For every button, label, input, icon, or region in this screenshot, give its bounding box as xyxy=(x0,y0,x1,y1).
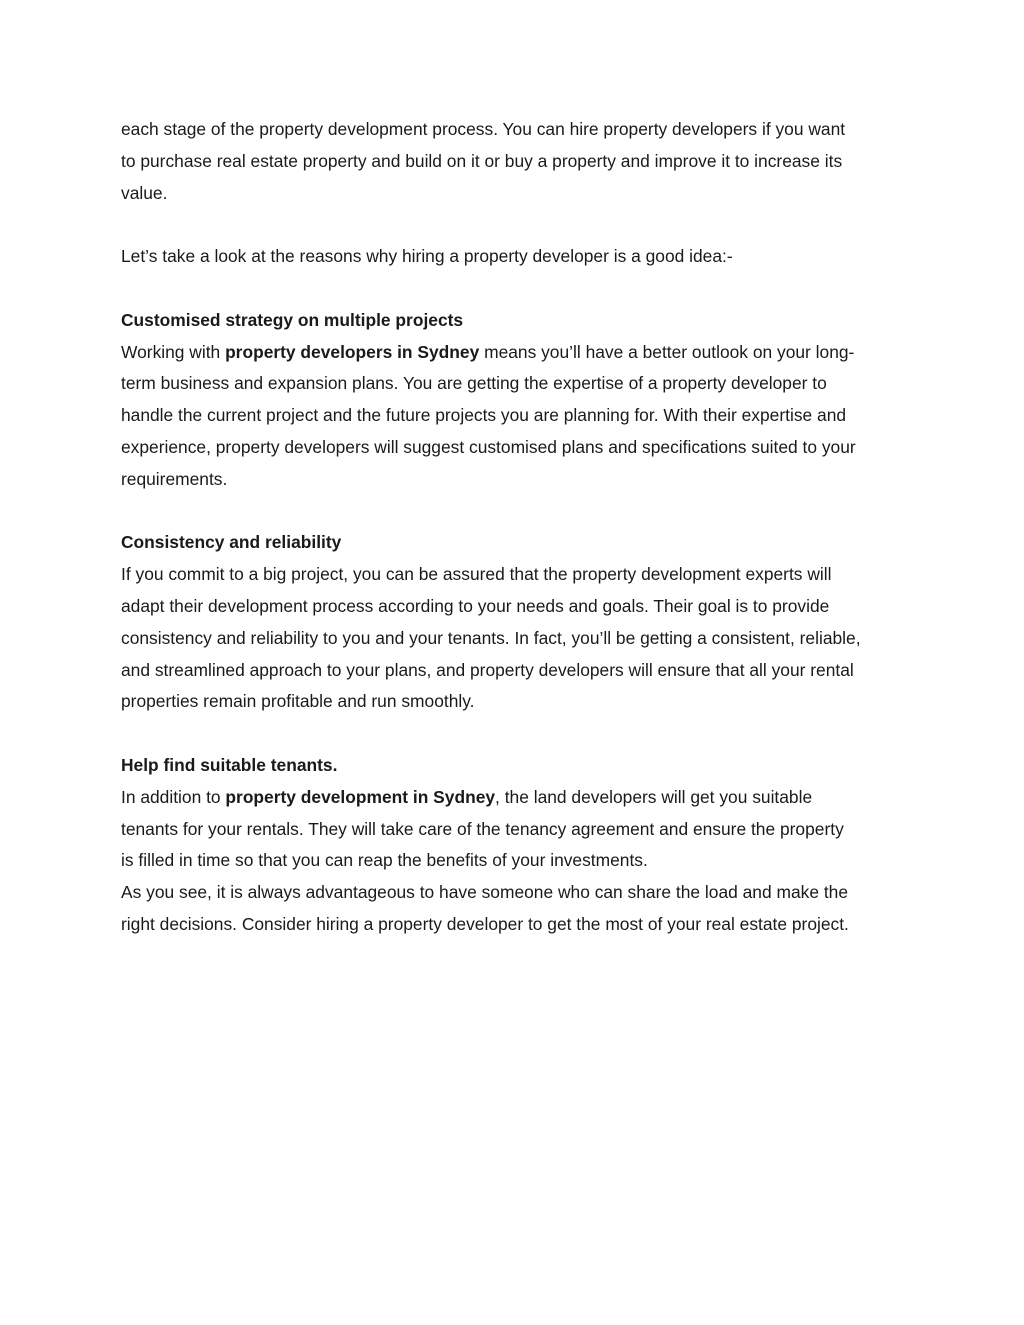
body-line: As you see, it is always advantageous to have someone who can share the load and make the xyxy=(121,882,848,903)
paragraph-gap xyxy=(121,209,921,241)
lead-in-paragraph xyxy=(121,241,921,273)
body-text: , the land developers will get you suitable xyxy=(495,786,813,807)
keyword-property-development-sydney: property development in Sydney xyxy=(225,786,496,807)
body-line: term business and expansion plans. You are getting the expertise of a property developer to xyxy=(121,373,827,394)
intro-line: to purchase real estate property and build on it or buy a property and improve it to increase its xyxy=(121,150,843,171)
body-line: adapt their development process according to your needs and goals. Their goal is to provide xyxy=(121,595,830,616)
lead-in-line: Let’s take a look at the reasons why hiring a property developer is a good idea:- xyxy=(121,246,733,267)
body-line: If you commit to a big project, you can be assured that the property development experts will xyxy=(121,564,832,585)
body-line xyxy=(121,782,921,814)
body-line xyxy=(121,337,921,369)
body-line: experience, property developers will suggest customised plans and specifications suited to your xyxy=(121,436,856,457)
intro-line: value. xyxy=(121,182,168,203)
document-body xyxy=(121,114,921,941)
body-text: In addition to xyxy=(121,786,226,807)
body-line: tenants for your rentals. They will take care of the tenancy agreement and ensure the property xyxy=(121,818,844,839)
section-body-customised-strategy xyxy=(121,337,921,496)
body-line: requirements. xyxy=(121,468,228,489)
section-body-consistency xyxy=(121,559,921,718)
body-text: means you’ll have a better outlook on your long- xyxy=(479,341,855,362)
body-text: Working with xyxy=(121,341,226,362)
paragraph-gap xyxy=(121,496,921,528)
paragraph-gap xyxy=(121,718,921,750)
section-heading-tenants: Help find suitable tenants. xyxy=(121,754,338,775)
body-line: properties remain profitable and run smoothly. xyxy=(121,691,475,712)
intro-paragraph xyxy=(121,114,921,209)
body-line: is filled in time so that you can reap the benefits of your investments. xyxy=(121,850,648,871)
body-line: right decisions. Consider hiring a property developer to get the most of your real estate project. xyxy=(121,913,849,934)
section-body-tenants xyxy=(121,782,921,941)
paragraph-gap xyxy=(121,273,921,305)
keyword-property-developers-sydney: property developers in Sydney xyxy=(225,341,480,362)
body-line: consistency and reliability to you and your tenants. In fact, you’ll be getting a consistent, reliable, xyxy=(121,627,861,648)
section-heading-customised-strategy: Customised strategy on multiple projects xyxy=(121,309,464,330)
section-heading-consistency: Consistency and reliability xyxy=(121,532,342,553)
body-line: handle the current project and the future projects you are planning for. With their expertise and xyxy=(121,405,847,426)
body-line: and streamlined approach to your plans, and property developers will ensure that all your rental xyxy=(121,659,854,680)
intro-line: each stage of the property development process. You can hire property developers if you want xyxy=(121,119,846,139)
